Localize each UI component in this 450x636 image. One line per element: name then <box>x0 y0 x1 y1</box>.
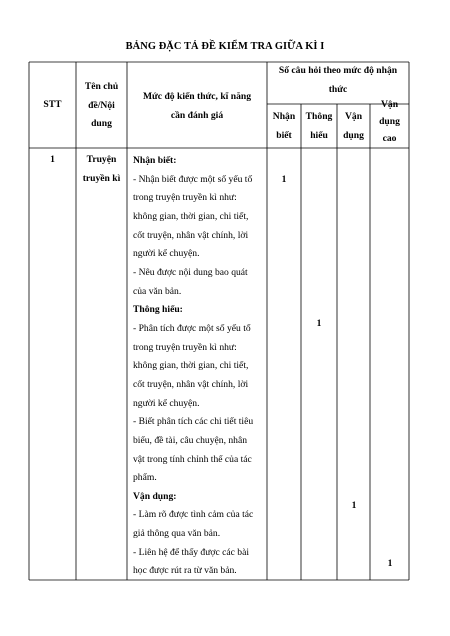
row-topic <box>76 151 127 188</box>
header-level-line: biết <box>276 129 292 141</box>
section-heading: Nhận biết: <box>133 155 177 166</box>
header-count-line: Số câu hỏi theo mức độ nhận <box>278 65 398 76</box>
description-line: - Phân tích được một số yếu tố <box>133 322 251 334</box>
header-stt: STT <box>43 99 62 110</box>
header-level-line: Thông <box>305 111 333 122</box>
row-topic-line: truyền kì <box>82 172 121 184</box>
header-skill-line: cần đánh giá <box>170 109 224 121</box>
description-line: - Nhận biết được một số yếu tố <box>133 173 253 185</box>
section-heading: Vận dụng: <box>133 490 177 502</box>
header-level-line: hiểu <box>310 129 328 141</box>
header-level-line: Vận <box>344 111 363 122</box>
header-level-nhan-biet <box>267 108 301 145</box>
header-skill-line: Mức độ kiến thức, kĩ năng <box>143 91 251 102</box>
description-line: phẩm. <box>133 472 157 484</box>
description-line: học được rút ra từ văn bản. <box>133 565 237 577</box>
description-line: - Nêu được nội dung bao quát <box>133 266 248 278</box>
header-level-line: Nhận <box>272 111 296 122</box>
description-line: biểu, đề tài, câu chuyện, nhân <box>133 434 248 446</box>
header-level-line: Vận <box>380 99 399 110</box>
header-topic-line: Tên chủ <box>84 81 119 92</box>
description-line: vật trong tính chỉnh thể của tác <box>133 453 252 465</box>
header-topic-line: đề/Nội <box>88 99 115 111</box>
header-level-line: dụng <box>379 116 400 127</box>
description-line: cốt truyện, nhân vật chính, lời <box>133 229 249 241</box>
description-line: không gian, thời gian, chi tiết, <box>133 360 249 372</box>
description-line: cốt truyện, nhân vật chính, lời <box>133 378 249 390</box>
description-line: của văn bản. <box>133 285 182 297</box>
row-stt: 1 <box>50 154 55 165</box>
description-line: người kể chuyện. <box>133 248 200 260</box>
description-line: - Biết phân tích các chi tiết tiêu <box>133 416 254 428</box>
header-topic-line: dung <box>91 118 112 130</box>
header-level-thong-hieu <box>301 108 337 145</box>
row-topic-line: Truyện <box>86 154 117 165</box>
document-title: BẢNG ĐẶC TẢ ĐỀ KIỂM TRA GIỮA KÌ I <box>125 41 325 52</box>
count-thong-hieu: 1 <box>316 318 322 329</box>
description-line: trong truyện truyền kì như: <box>133 341 237 353</box>
header-level-line: dụng <box>343 129 364 141</box>
description-line: người kể chuyện. <box>133 397 200 409</box>
skill-description <box>133 152 269 581</box>
description-line: không gian, thời gian, chi tiết, <box>133 210 249 222</box>
count-van-dung: 1 <box>351 500 357 511</box>
header-level-line: cao <box>382 133 397 144</box>
count-van-dung-cao: 1 <box>387 558 393 569</box>
count-nhan-biet: 1 <box>281 174 287 185</box>
section-heading: Thông hiểu: <box>133 304 183 316</box>
header-question-count <box>267 62 409 99</box>
header-count-line: thức <box>328 83 348 95</box>
header-topic <box>76 78 127 134</box>
description-line: giả thông qua văn bản. <box>133 528 221 540</box>
header-level-van-dung <box>337 108 370 145</box>
description-line: - Liên hệ để thấy được các bài <box>133 546 250 558</box>
description-line: - Làm rõ được tình cảm của tác <box>133 509 254 521</box>
header-skill <box>127 88 267 125</box>
header-level-van-dung-cao <box>370 96 409 147</box>
description-line: trong truyện truyền kì như: <box>133 192 237 204</box>
